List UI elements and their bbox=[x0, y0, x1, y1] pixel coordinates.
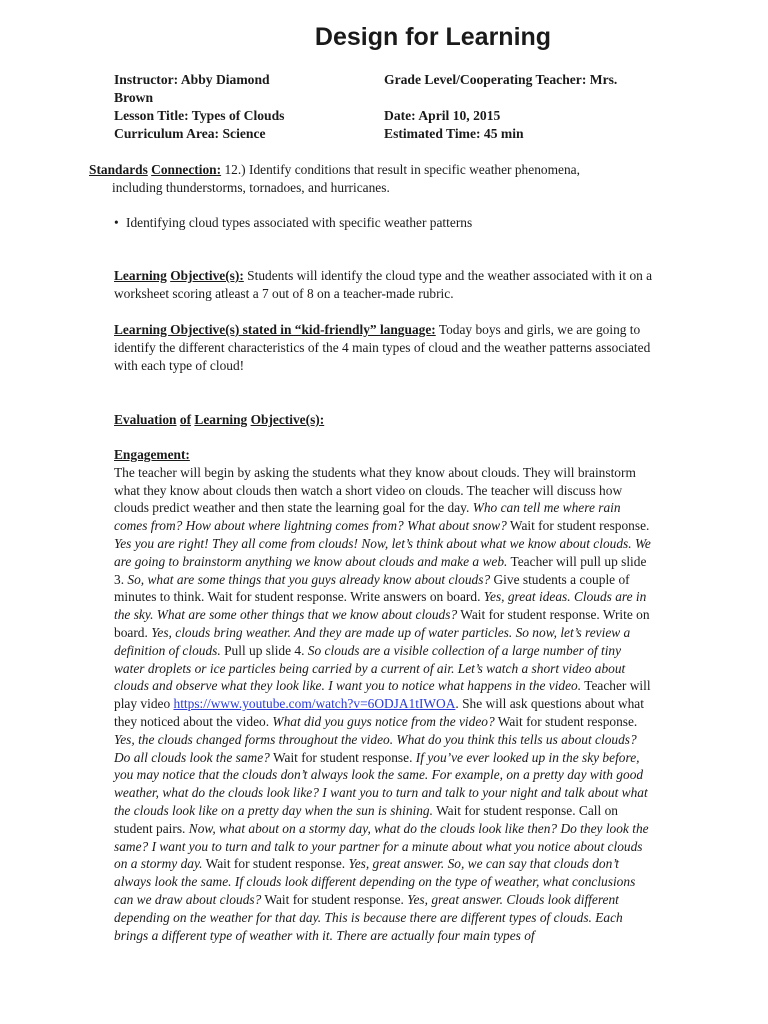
standards-first-line bbox=[89, 161, 649, 179]
date-line: Date: April 10, 2015 bbox=[384, 108, 501, 123]
standards-second-line: including thunderstorms, tornadoes, and hurricanes. bbox=[112, 179, 390, 195]
engagement-quote: Now, what about on a stormy day, what do the clouds look like then? Do they look the same? I want you to turn and talk to your partner for a minute about what you notice about clouds on a stormy day. bbox=[114, 820, 649, 872]
teacher-name-continuation: Brown bbox=[114, 90, 154, 105]
of-word: of bbox=[179, 412, 192, 427]
spacer bbox=[384, 89, 684, 107]
engagement-text: Wait for student response. bbox=[202, 856, 349, 872]
evaluation-word: Evaluation bbox=[114, 412, 177, 427]
engagement-text: Wait for student response. bbox=[269, 749, 416, 765]
bullet-icon: • bbox=[114, 215, 119, 230]
engagement-quote: Yes, great ideas. Clouds are in the sky. What are some other things that we know about clouds? bbox=[114, 589, 647, 623]
engagement-text: Wait for student response. Write on board. bbox=[114, 607, 650, 640]
engagement-text: Teacher will play video bbox=[114, 678, 651, 712]
header-left-column bbox=[114, 71, 384, 143]
engagement-label: Engagement: bbox=[114, 447, 190, 462]
standards-label: Standards bbox=[89, 162, 148, 177]
objective-text: Students will identify the cloud type and the weather associated with it on a worksheet scoring atleast a 7 out of 8 on a teacher-made rubric. bbox=[114, 268, 653, 301]
engagement-quote: What did you guys notice from the video? bbox=[272, 713, 495, 729]
kid-friendly-text: Today boys and girls, we are going to identify the different characteristics of the 4 main types of cloud and the weather patterns associated with each type of cloud! bbox=[114, 322, 651, 373]
curriculum-line: Curriculum Area: Science bbox=[114, 126, 266, 141]
engagement-quote: Who can tell me where rain comes from? How about where lightning comes from? What about snow? bbox=[114, 500, 621, 534]
kid-friendly-objective-section bbox=[114, 321, 654, 374]
engagement-quote: Yes, clouds bring weather. And they are made up of water particles. So now, let’s review a definition of clouds. bbox=[114, 624, 631, 658]
instructor-line: Instructor: Abby Diamond bbox=[114, 72, 270, 87]
objectives-word: Objective(s): bbox=[250, 412, 325, 427]
engagement-text: Give students a couple of minutes to think. Wait for student response. Write answers on board. bbox=[114, 571, 630, 605]
engagement-text: Wait for student response. bbox=[494, 713, 638, 729]
standards-connection bbox=[89, 161, 649, 197]
engagement-section bbox=[114, 446, 654, 944]
engagement-quote: So, what are some things that you guys already know about clouds? bbox=[127, 571, 491, 587]
engagement-quote: Yes you are right! They all come from clouds! Now, let’s think about what we know about clouds. We are going to brainstorm anything we know about clouds and make a web. bbox=[114, 535, 651, 569]
engagement-quote: So clouds are a visible collection of a large number of tiny water droplets or ice particles being carried by a current of air. Let’s watch a short video about clouds and observe what they look like. I want you to notice what happens in the video. bbox=[114, 642, 626, 694]
estimated-time-line: Estimated Time: 45 min bbox=[384, 126, 524, 141]
kid-friendly-label: Learning Objective(s) stated in “kid-friendly” language: bbox=[114, 322, 436, 337]
engagement-text: Wait for student response. bbox=[261, 891, 408, 907]
engagement-paragraph bbox=[114, 464, 654, 945]
grade-level-line: Grade Level/Cooperating Teacher: Mrs. bbox=[384, 72, 618, 87]
engagement-text: Wait for student response. Call on student pairs. bbox=[114, 802, 618, 836]
evaluation-heading bbox=[114, 411, 654, 429]
engagement-text: Pull up slide 4. bbox=[220, 642, 308, 658]
objective-label: Objective(s): bbox=[170, 268, 244, 283]
connection-label: Connection: bbox=[151, 162, 222, 177]
engagement-quote: Yes, great answer. Clouds look different depending on the weather for that day. This is because there are different types of clouds. Each brings a different type of weather with it. There are actually four main types of bbox=[114, 891, 623, 943]
lesson-title-line: Lesson Title: Types of Clouds bbox=[114, 108, 285, 123]
youtube-video-link[interactable]: https://www.youtube.com/watch?v=6ODJA1tIWOA bbox=[173, 696, 456, 712]
learning-objective-section bbox=[114, 267, 654, 303]
engagement-quote: Yes, the clouds changed forms throughout the video. What do you think this tells us about clouds? Do all clouds look the same? bbox=[114, 731, 637, 765]
header-right-column bbox=[384, 71, 684, 143]
learning-word: Learning bbox=[194, 412, 248, 427]
standards-text: 12.) Identify conditions that result in specific weather phenomena, bbox=[221, 162, 580, 177]
standards-bullet-item bbox=[114, 214, 654, 232]
learning-label: Learning bbox=[114, 268, 167, 283]
engagement-quote: Yes, great answer. So, we can say that clouds don’t always look the same. If clouds look different depending on the type of weather, what conclusions can we draw about clouds? bbox=[114, 856, 636, 907]
document-title: Design for Learning bbox=[314, 23, 552, 51]
engagement-text: Teacher will pull up slide 3. bbox=[114, 553, 647, 587]
bullet-text: Identifying cloud types associated with specific weather patterns bbox=[126, 215, 473, 230]
engagement-quote: If you’ve ever looked up in the sky before, you may notice that the clouds don’t always look the same. For example, on a pretty day with good weather, what do the clouds look like? I want you to turn and talk to your night and talk about what the clouds look like on a pretty day when the sun is shining. bbox=[114, 749, 648, 818]
engagement-text: Wait for student response. bbox=[506, 518, 650, 534]
engagement-text: The teacher will begin by asking the students what they know about clouds. They will brainstorm what they know about clouds then watch a short video on clouds. The teacher will discuss how clouds predict weather and then state the learning goal for the day. bbox=[114, 464, 636, 516]
engagement-text: . She will ask questions about what they noticed about the video. bbox=[114, 696, 644, 729]
